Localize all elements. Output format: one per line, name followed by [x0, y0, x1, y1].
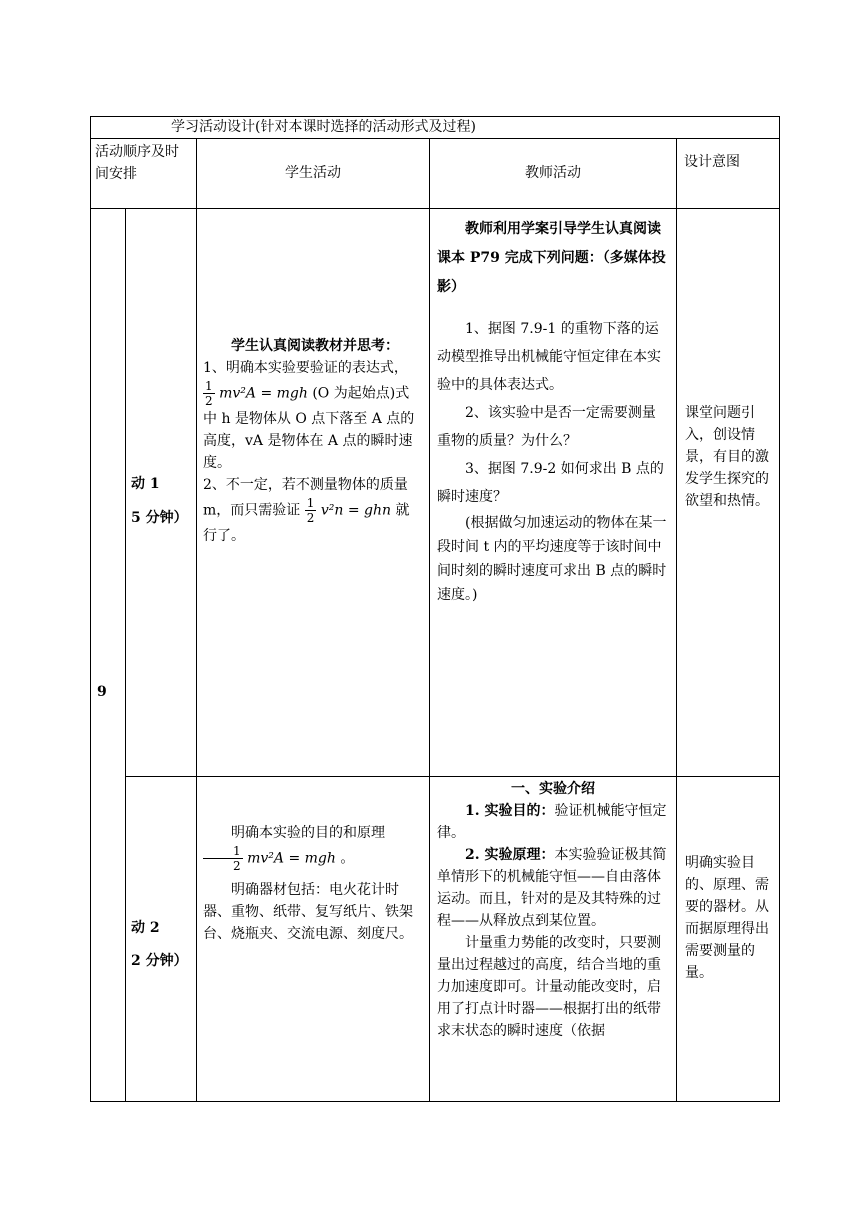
header-teacher: 教师活动 — [525, 165, 581, 181]
principle-text: 本实验验证极其简单情形下的机械能守恒——自由落体运动。而且，针对的是及其特殊的过程——从释放点到某位置。 — [437, 847, 667, 929]
column-divider — [125, 208, 126, 1102]
teacher-activity-1 — [437, 215, 669, 302]
activity-design-table — [90, 116, 780, 1102]
activity-duration: 2 分钟） — [131, 953, 188, 969]
teacher-measure: 计量重力势能的改变时，只要测量出过程越过的高度，结合当地的重力加速度即可。计量动能改变时，启用了打点计时器——根据打出的纸带求末状态的瞬时速度（依据 — [437, 935, 661, 1039]
fraction-half: $\frac{1}{2}$ — [205, 379, 213, 408]
design-intent-2: 明确实验目的、原理、需要的器材。从而据原理得出需要测量的量。 — [685, 855, 769, 981]
fraction-half: $\frac{1}{2}$ — [203, 844, 243, 873]
teacher-intro: 教师利用学案引导学生认真阅读课本 P79 完成下列问题：（多媒体投影） — [437, 221, 666, 295]
student-item1-rest: (O 为起始点)式中 h 是物体从 O 点下落至 A 点的高度，vA 是物体在 A 点的瞬时速度。 — [203, 385, 415, 471]
header-order: 活动顺序及时间安排 — [95, 144, 179, 182]
teacher-question-2: 2、该实验中是否一定需要测量重物的质量？为什么？ — [437, 405, 656, 449]
student-item2-text: 2、不一定，若不测量物体的质量 m，而只需验证 — [203, 477, 408, 519]
student-activity-1 — [203, 335, 423, 547]
teacher-question-1: 1、据图 7.9-1 的重物下落的运动模型推导出机械能守恒定律在本实验中的具体表达式。 — [437, 321, 661, 393]
formula-verify: v²n = ghn — [320, 502, 391, 519]
column-divider — [196, 138, 197, 1102]
design-intent-1: 课堂问题引入，创设情景，有目的激发学生探究的欲望和热情。 — [685, 405, 769, 509]
goal-text: 验证机械能守恒定律。 — [437, 803, 667, 841]
principle-label: 2. 实验原理： — [465, 847, 555, 863]
teacher-note: (根据做匀加速运动的物体在某一段时间 t 内的平均速度等于该时间中间时刻的瞬时速度可求出 B 点的瞬时速度。) — [437, 515, 667, 603]
teacher-goal — [437, 800, 669, 844]
teacher-question-3: 3、据图 7.9-2 如何求出 B 点的瞬时速度？ — [437, 461, 664, 505]
student-goal-end: 。 — [340, 850, 355, 867]
teacher-questions — [437, 315, 669, 607]
header-student: 学生活动 — [285, 165, 341, 181]
student-intro: 学生认真阅读教材并思考： — [231, 338, 399, 354]
activity-label: 动 1 — [131, 476, 160, 492]
teacher-heading: 一、实验介绍 — [511, 781, 595, 797]
student-item1-text: 1、明确本实验要验证的表达式， — [203, 360, 408, 376]
student-goal — [203, 822, 423, 873]
teacher-activity-2 — [437, 778, 669, 1042]
fraction-half: $\frac{1}{2}$ — [306, 496, 315, 525]
student-item2-rest: 就行了。 — [203, 502, 410, 544]
activity-label: 动 2 — [131, 920, 160, 936]
teacher-principle — [437, 844, 669, 932]
formula-energy: mv²A = mgh — [219, 385, 308, 402]
formula-energy: mv²A = mgh — [247, 850, 336, 867]
student-item2 — [203, 474, 423, 547]
column-divider — [429, 138, 430, 1102]
row-divider — [125, 776, 779, 777]
column-divider — [676, 138, 677, 1102]
section-number: 9 — [97, 684, 107, 700]
activity-duration: 5 分钟） — [131, 510, 188, 526]
table-title: 学习活动设计(针对本课时选择的活动形式及过程) — [171, 119, 476, 135]
student-goal-text: 明确本实验的目的和原理 — [231, 825, 385, 841]
header-intent: 设计意图 — [684, 154, 740, 170]
student-item1 — [203, 357, 423, 474]
student-activity-2 — [203, 822, 423, 945]
student-equipment: 明确器材包括：电火花计时器、重物、纸带、复写纸片、铁架台、烧瓶夹、交流电源、刻度尺。 — [203, 882, 413, 942]
goal-label: 1. 实验目的： — [465, 803, 555, 819]
